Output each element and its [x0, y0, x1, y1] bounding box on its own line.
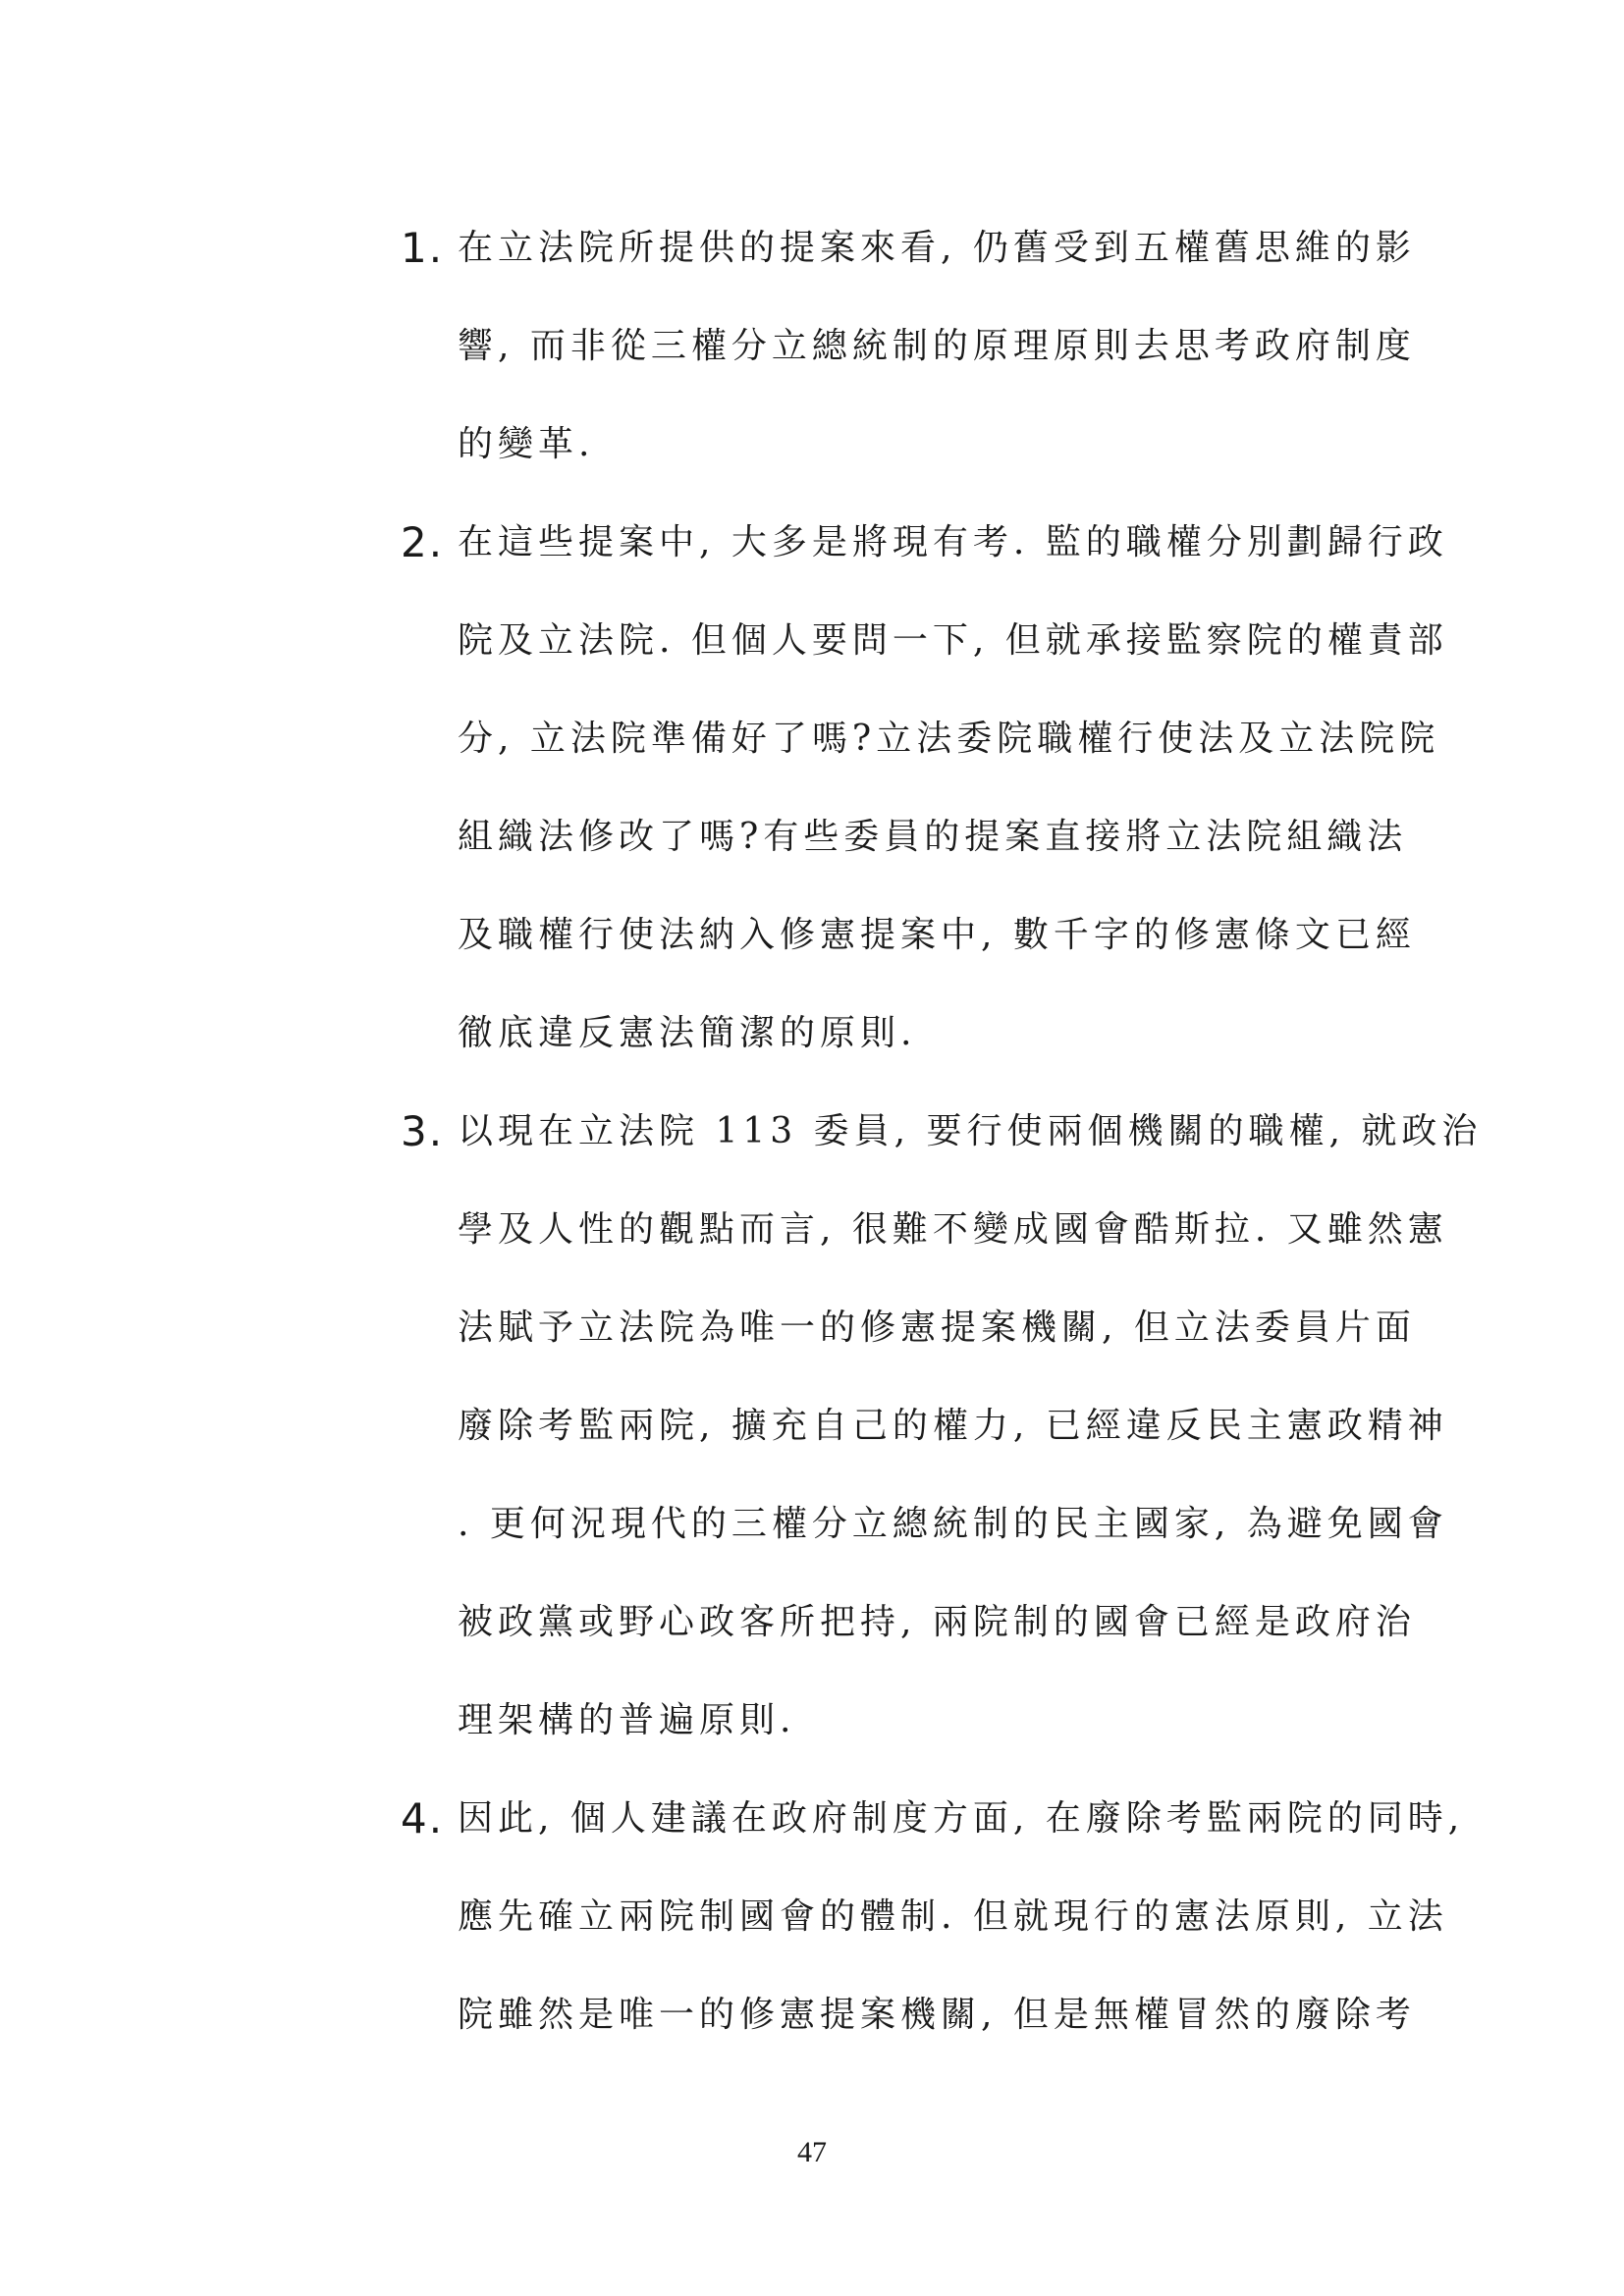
text-line: 被政黨或野心政客所把持, 兩院制的國會已經是政府治 [458, 1602, 1416, 1642]
text-line: 在這些提案中, 大多是將現有考. 監的職權分別劃歸行政 [458, 522, 1448, 562]
text-line: 廢除考監兩院, 擴充自己的權力, 已經違反民主憲政精神 [458, 1406, 1448, 1446]
text-line: 院雖然是唯一的修憲提案機關, 但是無權冒然的廢除考 [458, 1995, 1416, 2035]
text-line: 應先確立兩院制國會的體制. 但就現行的憲法原則, 立法 [458, 1896, 1448, 1937]
item-number: 4. [401, 1794, 445, 1842]
text-line: . 更何況現代的三權分立總統制的民主國家, 為避免國會 [458, 1504, 1448, 1544]
text-line: 組織法修改了嗎?有些委員的提案直接將立法院組織法 [458, 817, 1408, 857]
text-line: 因此, 個人建議在政府制度方面, 在廢除考監兩院的同時, [458, 1798, 1465, 1839]
text-line: 以現在立法院 113 委員, 要行使兩個機關的職權, 就政治 [458, 1111, 1483, 1151]
item-number: 3. [401, 1107, 445, 1155]
text-line: 分, 立法院準備好了嗎?立法委院職權行使法及立法院院 [458, 719, 1440, 759]
text-line: 理架構的普遍原則. [458, 1700, 796, 1740]
text-line: 的變革. [458, 424, 595, 464]
page-number: 47 [797, 2136, 827, 2168]
text-line: 院及立法院. 但個人要問一下, 但就承接監察院的權責部 [458, 620, 1448, 661]
item-number: 2. [401, 518, 445, 566]
text-line: 及職權行使法納入修憲提案中, 數千字的修憲條文已經 [458, 915, 1416, 955]
text-line: 響, 而非從三權分立總統制的原理原則去思考政府制度 [458, 326, 1416, 366]
text-line: 徹底違反憲法簡潔的原則. [458, 1013, 917, 1053]
item-number: 1. [401, 224, 445, 272]
text-line: 在立法院所提供的提案來看, 仍舊受到五權舊思維的影 [458, 228, 1416, 268]
text-line: 學及人性的觀點而言, 很難不變成國會酷斯拉. 又雖然憲 [458, 1209, 1448, 1250]
text-line: 法賦予立法院為唯一的修憲提案機關, 但立法委員片面 [458, 1308, 1416, 1348]
